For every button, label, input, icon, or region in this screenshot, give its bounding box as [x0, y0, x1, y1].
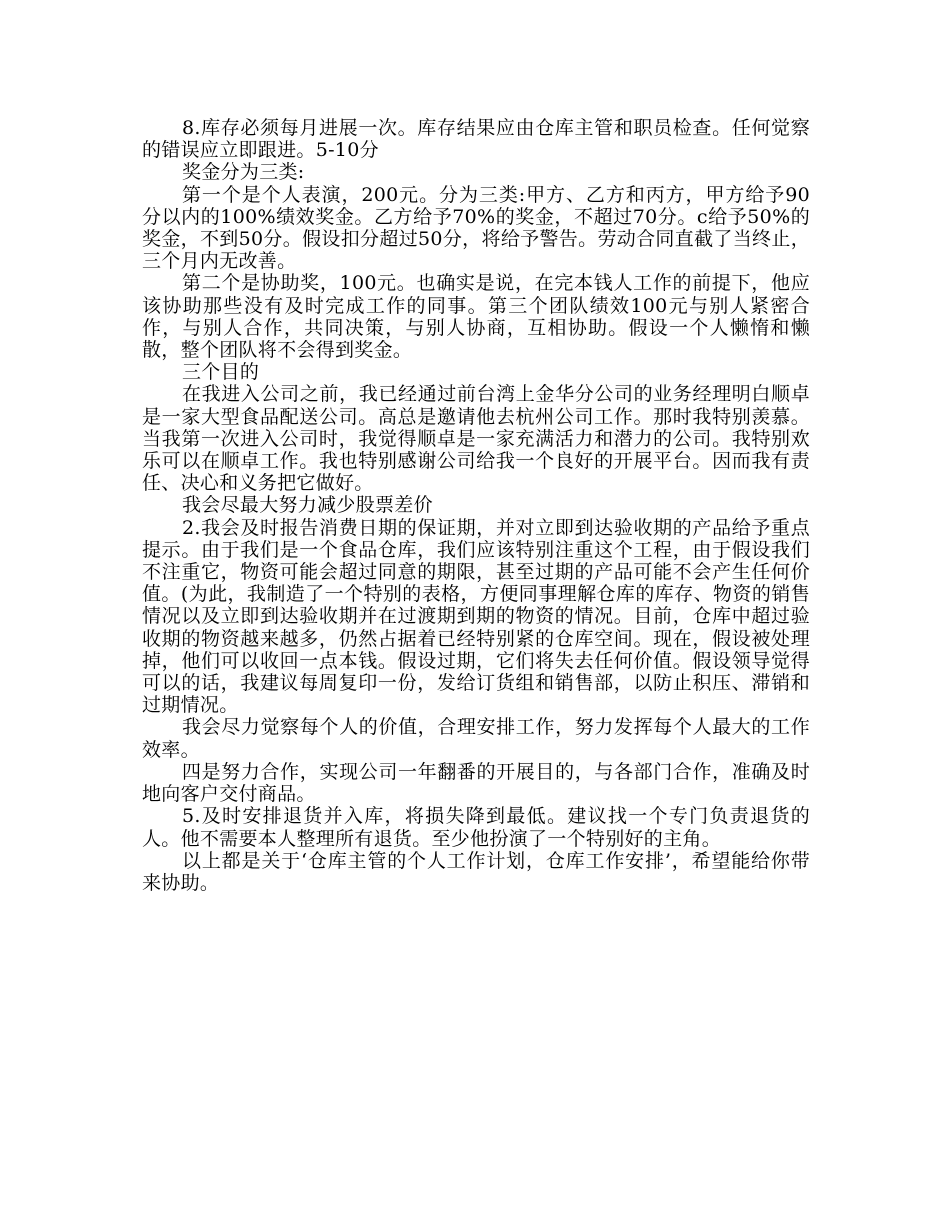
paragraph-expiry-reporting: 2.我会及时报告消费日期的保证期，并对立即到达验收期的产品给予重点提示。由于我们是一个食品仓库，我们应该特别注重这个工程，由于假设我们不注重它，物资可能会超过同意的期限，甚至过期的产品可能不会产生任何价值。(为此，我制造了一个特别的表格，方便同事理解仓库的库存、物资的销售情况以及立即到达验收期并在过渡期到期的物资的情况。目前，仓库中超过验收期的物资越来越多，仍然占据着已经特别紧的仓库空间。现在，假设被处理掉，他们可以收回一点本钱。假设过期，它们将失去任何价值。假设领导觉得可以的话，我建议每周复印一份，发给订货组和销售部，以防止积压、滞销和过期情况。 — [142, 516, 810, 717]
paragraph-inventory-check: 8.库存必须每月进展一次。库存结果应由仓库主管和职员检查。任何觉察的错误应立即跟进。5-10分 — [142, 117, 810, 162]
paragraph-cooperation: 四是努力合作，实现公司一年翻番的开展目的，与各部门合作，准确及时地向客户交付商品。 — [142, 760, 810, 806]
paragraph-staff-value: 我会尽力觉察每个人的价值，合理安排工作，努力发挥每个人最大的工作效率。 — [142, 716, 810, 761]
document-body — [142, 117, 810, 894]
paragraph-returns-handling: 5.及时安排退货并入库，将损失降到最低。建议找一个专门负责退货的人。他不需要本人整理所有退货。至少他扮演了一个特别好的主角。 — [142, 805, 810, 850]
paragraph-assistance-bonus: 第二个是协助奖，100元。也确实是说，在完本钱人工作的前提下，他应该协助那些没有及时完成工作的同事。第三个团队绩效100元与别人紧密合作，与别人合作，共同决策，与别人协商，互相协助。假设一个人懒惰和懒散，整个团队将不会得到奖金。 — [142, 272, 810, 362]
paragraph-three-goals-heading: 三个目的 — [182, 361, 260, 384]
paragraph-company-intro: 在我进入公司之前，我已经通过前台湾上金华分公司的业务经理明白顺卓是一家大型食品配送公司。高总是邀请他去杭州公司工作。那时我特别羡慕。当我第一次进入公司时，我觉得顺卓是一家充满活力和潜力的公司。我特别欢乐可以在顺卓工作。我也特别感谢公司给我一个良好的开展平台。因而我有责任、决心和义务把它做好。 — [142, 383, 810, 495]
paragraph-reduce-stock-difference: 我会尽最大努力减少股票差价 — [182, 494, 433, 517]
paragraph-closing: 以上都是关于‘仓库主管的个人工作计划，仓库工作安排’，希望能给你带来协助。 — [142, 849, 810, 894]
paragraph-individual-performance: 第一个是个人表演，200元。分为三类:甲方、乙方和丙方，甲方给予90分以内的100%绩效奖金。乙方给予70%的奖金，不超过70分。c给予50%的奖金，不到50分。假设扣分超过50分，将给予警告。劳动合同直截了当终止，三个月内无改善。 — [142, 183, 810, 273]
paragraph-bonus-categories: 奖金分为三类: — [182, 161, 305, 184]
